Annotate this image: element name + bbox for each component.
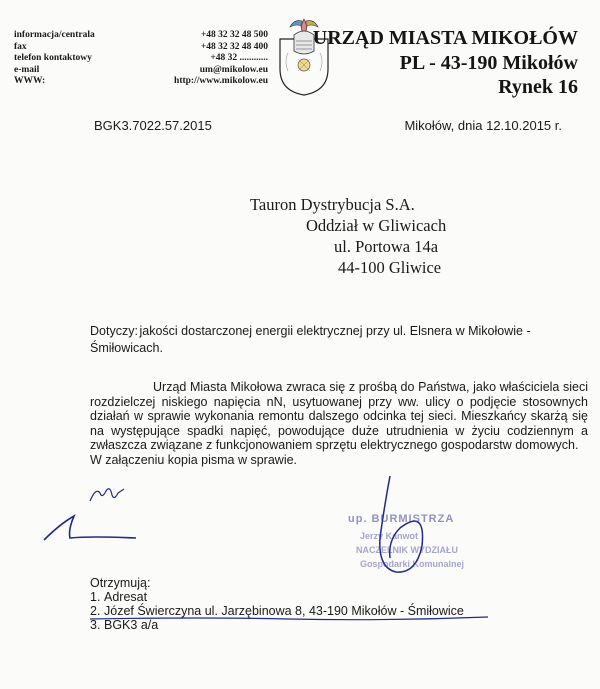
contact-value-fax: +48 32 32 48 400 bbox=[200, 41, 268, 52]
attachment-note: W załączeniu kopia pisma w sprawie. bbox=[90, 452, 298, 467]
contact-value-email: um@mikolow.eu bbox=[199, 64, 268, 75]
recipient-address bbox=[250, 194, 446, 278]
letter-date: Mikołów, dnia 12.10.2015 r. bbox=[404, 118, 562, 133]
stamp-line-title: NACZELNIK WYDZIAŁU bbox=[356, 545, 458, 555]
contact-values bbox=[170, 30, 268, 88]
stamp-line-name: Jerzy Kanwot bbox=[360, 531, 419, 541]
recipient-line-branch: Oddział w Gliwicach bbox=[306, 216, 447, 235]
org-postal-line: PL - 43-190 Mikołów bbox=[399, 52, 578, 74]
organization-header bbox=[313, 26, 578, 99]
contact-value-www: http://www.mikolow.eu bbox=[174, 76, 268, 87]
subject-text: jakości dostarczonej energii elektrycznej przy ul. Elsnera w Mikołowie - Śmiłowicach. bbox=[90, 324, 531, 355]
subject-label: Dotyczy: bbox=[90, 324, 138, 338]
stamp-line-mayor: up. BURMISTRZA bbox=[348, 513, 455, 525]
contact-value-phone: +48 32 32 48 500 bbox=[200, 30, 268, 40]
contact-label-www: WWW: bbox=[14, 76, 46, 87]
body-paragraph: Urząd Miasta Mikołowa zwraca się z prośbą do Państwa, jako właściciela sieci rozdzielczej niskiego napięcia nN, usytuowanej przy ww. ulicy o podjęcie stosownych działań w sprawie wykonania remontu dalszego odcinka tej sieci. Mieszkańcy skarżą się na występujące spadki napięć, powodujące duże utrudnienia w życiu codziennym a zwłaszcza związane z funkcjonowaniem sprzętu elektrycznego gospodarstw domowych. bbox=[90, 380, 588, 452]
recipient-line-street: ul. Portowa 14a bbox=[334, 237, 439, 256]
handwritten-signature bbox=[40, 510, 140, 544]
contact-label-contact-phone: telefon kontaktowy bbox=[14, 53, 92, 64]
distribution-heading: Otrzymują: bbox=[90, 576, 151, 590]
handwritten-initials bbox=[88, 483, 128, 507]
handwritten-underline bbox=[88, 614, 490, 622]
distribution-list bbox=[90, 576, 464, 632]
stamp-line-department: Gospodarki Komunalnej bbox=[360, 559, 465, 569]
subject-line bbox=[90, 323, 560, 357]
org-street: Rynek 16 bbox=[498, 76, 578, 98]
contact-label-email: e-mail bbox=[14, 64, 40, 75]
official-stamp bbox=[336, 505, 486, 575]
contact-labels bbox=[14, 30, 95, 88]
list-item: 3. BGK3 a/a bbox=[90, 618, 159, 632]
org-name: URZĄD MIASTA MIKOŁÓW bbox=[312, 27, 578, 49]
list-item: 1. Adresat bbox=[90, 590, 148, 604]
recipient-line-city: 44-100 Gliwice bbox=[338, 258, 442, 277]
list-item: 2. Józef Świerczyna ul. Jarzębinowa 8, 43-190 Mikołów - Śmiłowice bbox=[90, 604, 464, 618]
contact-value-contact-phone: +48 32 ............ bbox=[210, 53, 268, 64]
recipient-line-company: Tauron Dystrybucja S.A. bbox=[250, 195, 415, 214]
contact-label-phone: informacja/centrala bbox=[14, 30, 95, 40]
reference-number: BGK3.7022.57.2015 bbox=[94, 118, 212, 133]
contact-label-fax: fax bbox=[14, 41, 27, 52]
letter-body bbox=[90, 380, 588, 467]
